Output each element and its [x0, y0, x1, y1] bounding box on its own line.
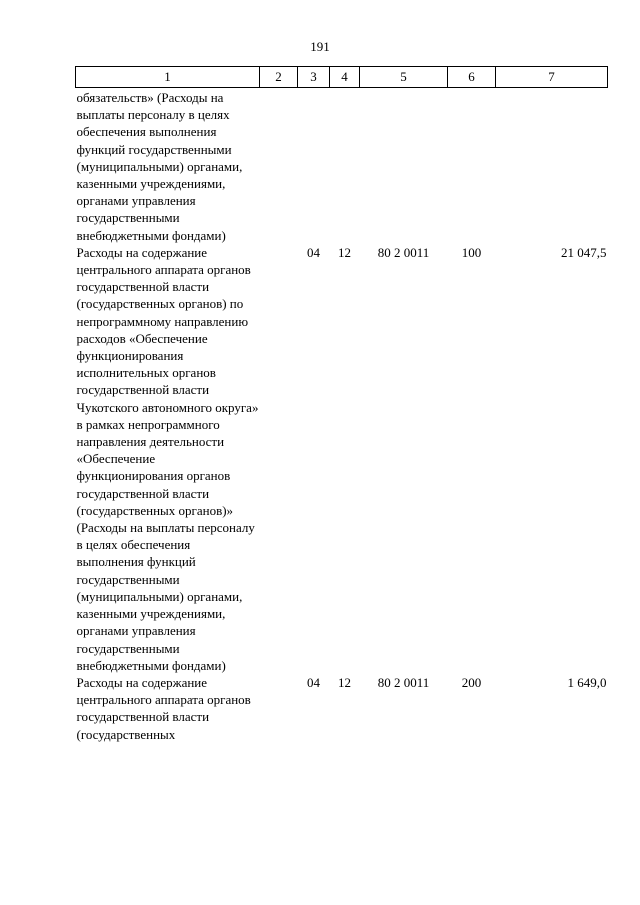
table-row — [76, 88, 608, 244]
row-description: Расходы на содержание центрального аппарата органов государственной власти (государственных органов) по непрограммному направлению расходов «Обеспечение функционирования исполнительных органов государственной власти Чукотского автономного округа» в рамках непрограммного направления деятельности «Обеспечение функционирования органов государственной власти (государственных органов)» (Расходы на выплаты персоналу в целях обеспечения выполнения функций государственными (муниципальными) органами, казенными учреждениями, органами управления государственными внебюджетными фондами) — [76, 244, 259, 673]
row-col-5 — [360, 88, 448, 244]
row-amount: 1 649,0 — [567, 674, 607, 690]
page-number: 191 — [310, 39, 330, 54]
column-header-3: 3 — [298, 67, 330, 88]
column-header-1: 1 — [76, 67, 260, 88]
row-col-6 — [448, 88, 496, 244]
table-row — [76, 244, 608, 674]
row-col-2 — [260, 674, 298, 743]
row-col-6: 100 — [461, 244, 482, 260]
row-col-4 — [330, 88, 360, 244]
row-col-6: 200 — [461, 674, 482, 690]
row-col-3: 04 — [307, 244, 320, 260]
row-col-3 — [298, 88, 330, 244]
row-col-4: 12 — [338, 674, 351, 690]
column-header-6: 6 — [448, 67, 496, 88]
row-amount: 21 047,5 — [561, 244, 607, 260]
table-row — [76, 674, 608, 743]
budget-table — [75, 66, 608, 743]
column-header-2: 2 — [260, 67, 298, 88]
row-col-5: 80 2 0011 — [377, 244, 430, 260]
row-col-4: 12 — [338, 244, 351, 260]
column-header-4: 4 — [330, 67, 360, 88]
row-col-3: 04 — [307, 674, 320, 690]
column-header-5: 5 — [360, 67, 448, 88]
table-header-row — [76, 67, 608, 88]
row-col-2 — [260, 88, 298, 244]
column-header-7: 7 — [496, 67, 608, 88]
row-col-5: 80 2 0011 — [377, 674, 430, 690]
row-description: Расходы на содержание центрального аппарата органов государственной власти (государственных — [76, 674, 251, 742]
row-description: обязательств» (Расходы на выплаты персоналу в целях обеспечения выполнения функций государственными (муниципальными) органами, казенными учреждениями, органами управления государственными внебюджетными фондами) — [76, 90, 243, 243]
row-amount — [496, 88, 608, 244]
row-col-2 — [260, 244, 298, 674]
